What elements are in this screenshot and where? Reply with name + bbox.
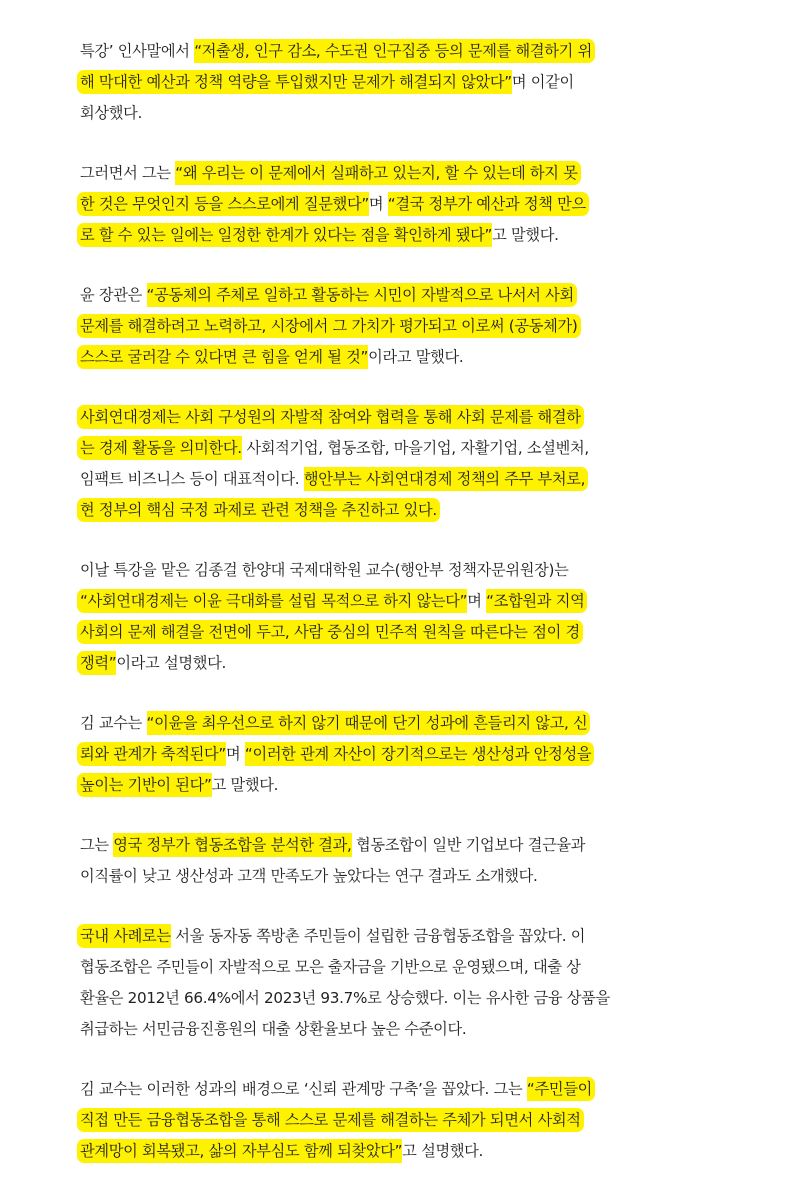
highlighted-text: 현 정부의 핵심 국정 과제로 관련 정책을 추진하고 있다. [77,498,440,522]
plain-text: 그는 [80,836,114,854]
highlighted-text: 해 막대한 예산과 정책 역량을 투입했지만 문제가 해결되지 않았다” [77,70,512,94]
text-line [80,739,720,770]
plain-text: 김 교수는 [80,714,147,732]
highlighted-text: 관계망이 회복됐고, 삶의 자부심도 함께 되찾았다” [77,1139,402,1163]
text-line [80,189,720,220]
text-line [80,648,720,679]
plain-text: 이라고 설명했다. [116,654,226,672]
plain-text: 윤 장관은 [80,286,147,304]
plain-text: 며 이같이 [511,73,574,91]
text-line [80,983,720,1014]
highlighted-text: 쟁력” [77,651,116,675]
text-line [80,1074,720,1105]
plain-text: 며 [467,592,487,610]
highlighted-text: “조합원과 지역 [486,589,587,613]
text-line [80,342,720,373]
highlighted-text: 문제를 해결하려고 노력하고, 시장에서 그 가치가 평가되고 이로써 (공동체가) [77,314,581,338]
paragraph [80,555,720,679]
text-line [80,433,720,464]
highlighted-text: 직접 만든 금융협동조합을 통해 스스로 문제를 해결하는 주체가 되면서 사회적 [77,1108,584,1132]
plain-text: 회상했다. [80,104,143,122]
plain-text: 김 교수는 이러한 성과의 배경으로 ‘신뢰 관계망 구축’을 꼽았다. 그는 [80,1080,527,1098]
text-line [80,280,720,311]
paragraph [80,830,720,892]
paragraph [80,36,720,129]
highlighted-text: “이윤을 최우선으로 하지 않기 때문에 단기 성과에 흔들리지 않고, 신 [147,711,591,735]
plain-text: 고 말했다. [492,226,559,244]
text-line [80,770,720,801]
text-line [80,464,720,495]
plain-text: 며 [368,195,388,213]
text-line [80,1105,720,1136]
text-line [80,830,720,861]
text-line [80,586,720,617]
paragraph [80,158,720,251]
highlighted-text: “주민들이 [527,1077,595,1101]
highlighted-text: 한 것은 무엇인지 등을 스스로에게 질문했다” [77,192,369,216]
paragraph [80,402,720,526]
plain-text: 고 설명했다. [402,1142,484,1160]
text-line [80,495,720,526]
plain-text: 서울 동자동 쪽방촌 주민들이 설립한 금융협동조합을 꼽았다. 이 [170,927,586,945]
plain-text: 협동조합은 주민들이 자발적으로 모은 출자금을 기반으로 운영됐으며, 대출 상 [80,958,581,976]
plain-text: 취급하는 서민금융진흥원의 대출 상환율보다 높은 수준이다. [80,1020,467,1038]
plain-text: 고 말했다. [211,776,279,794]
highlighted-text: 사회연대경제는 사회 구성원의 자발적 참여와 협력을 통해 사회 문제를 해결하 [77,405,584,429]
highlighted-text: 는 경제 활동을 의미한다. [77,436,242,460]
highlighted-text: 스스로 굴러갈 수 있다면 큰 힘을 얻게 될 것” [77,345,368,369]
highlighted-text: “공동체의 주체로 일하고 활동하는 시민이 자발적으로 나서서 사회 [147,283,577,307]
text-line [80,617,720,648]
text-line [80,311,720,342]
text-line [80,220,720,251]
highlighted-text: 뢰와 관계가 축적된다” [77,742,226,766]
text-line [80,555,720,586]
highlighted-text: “이러한 관계 자산이 장기적으로는 생산성과 안정성을 [245,742,594,766]
highlighted-text: “왜 우리는 이 문제에서 실패하고 있는지, 할 수 있는데 하지 못 [175,161,580,185]
plain-text: 특강’ 인사말에서 [80,42,195,60]
highlighted-text: 영국 정부가 협동조합을 분석한 결과, [113,833,351,857]
highlighted-text: “사회연대경제는 이윤 극대화를 설립 목적으로 하지 않는다” [77,589,467,613]
paragraph [80,1074,720,1167]
highlighted-text: “저출생, 인구 감소, 수도권 인구집중 등의 문제를 해결하기 위 [194,39,595,63]
text-line [80,36,720,67]
article-body [80,36,720,1196]
plain-text: 며 [225,745,245,763]
plain-text: 협동조합이 일반 기업보다 결근율과 [351,836,586,854]
text-line [80,1014,720,1045]
plain-text: 임팩트 비즈니스 등이 대표적이다. [80,470,304,488]
text-line [80,952,720,983]
text-line [80,402,720,433]
highlighted-text: “결국 정부가 예산과 정책 만으 [388,192,589,216]
paragraph [80,708,720,801]
plain-text: 사회적기업, 협동조합, 마을기업, 자활기업, 소셜벤처, [241,439,589,457]
plain-text: 그러면서 그는 [80,164,176,182]
paragraph [80,280,720,373]
plain-text: 이라고 말했다. [368,348,464,366]
text-line [80,708,720,739]
text-line [80,861,720,892]
highlighted-text: 높이는 기반이 된다” [77,773,212,797]
plain-text: 이날 특강을 맡은 김종걸 한양대 국제대학원 교수(행안부 정책자문위원장)는 [80,561,569,579]
highlighted-text: 로 할 수 있는 일에는 일정한 한계가 있다는 점을 확인하게 됐다” [77,223,492,247]
text-line [80,158,720,189]
text-line [80,921,720,952]
highlighted-text: 행안부는 사회연대경제 정책의 주무 부처로, [304,467,588,491]
plain-text: 환율은 2012년 66.4%에서 2023년 93.7%로 상승했다. 이는 유사한 금융 상품을 [80,989,610,1007]
text-line [80,98,720,129]
text-line [80,1136,720,1167]
paragraph [80,921,720,1045]
plain-text: 이직률이 낮고 생산성과 고객 만족도가 높았다는 연구 결과도 소개했다. [80,867,538,885]
highlighted-text: 국내 사례로는 [77,924,171,948]
highlighted-text: 사회의 문제 해결을 전면에 두고, 사람 중심의 민주적 원칙을 따른다는 점이 경 [77,620,583,644]
text-line [80,67,720,98]
